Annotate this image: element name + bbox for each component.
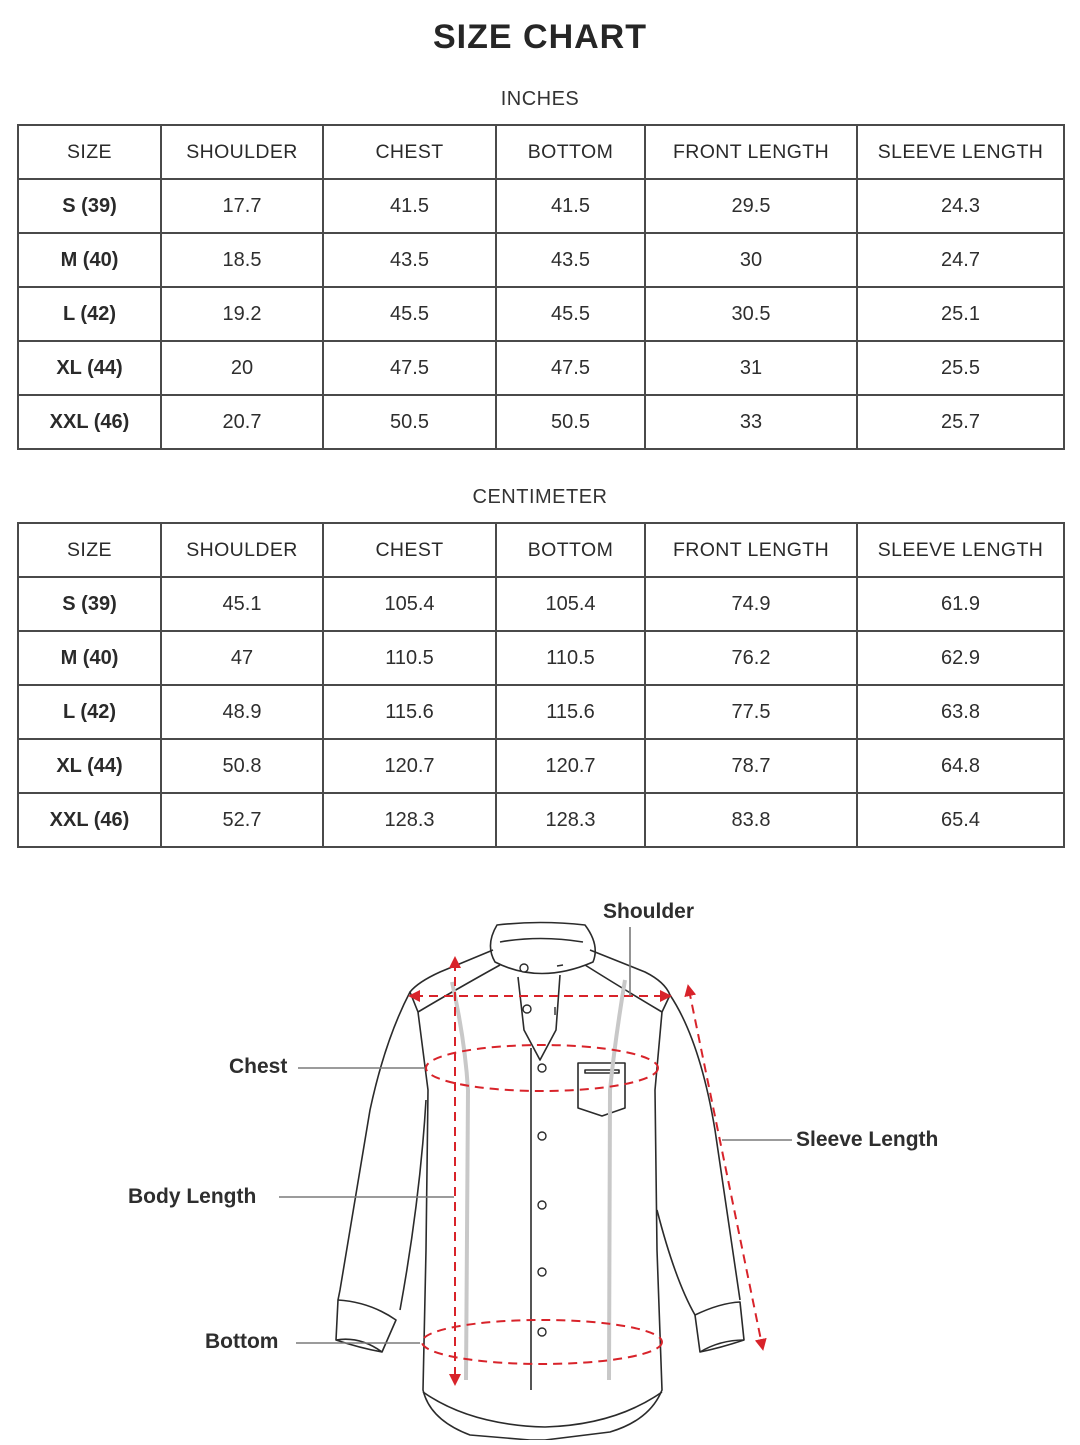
bottom-cell: 50.5 (496, 395, 645, 449)
size-cell: L (42) (18, 685, 161, 739)
table-row (18, 685, 1064, 739)
table-row (18, 179, 1064, 233)
size-cell: XXL (46) (18, 395, 161, 449)
sleeve-length-cell: 63.8 (857, 685, 1064, 739)
chest-label: Chest (229, 1055, 288, 1078)
shoulder-cell: 19.2 (161, 287, 323, 341)
size-cell: M (40) (18, 233, 161, 287)
front-length-cell: 76.2 (645, 631, 857, 685)
front-length-cell: 78.7 (645, 739, 857, 793)
body-length-label: Body Length (128, 1185, 257, 1208)
col-header-shoulder: SHOULDER (161, 523, 323, 577)
chest-cell: 128.3 (323, 793, 496, 847)
chest-cell: 110.5 (323, 631, 496, 685)
chest-cell: 43.5 (323, 233, 496, 287)
button-icons (520, 964, 546, 1336)
shoulder-cell: 20 (161, 341, 323, 395)
col-header-size: SIZE (18, 125, 161, 179)
front-length-cell: 83.8 (645, 793, 857, 847)
bottom-cell: 120.7 (496, 739, 645, 793)
shoulder-cell: 52.7 (161, 793, 323, 847)
size-cell: XXL (46) (18, 793, 161, 847)
sleeve-length-cell: 65.4 (857, 793, 1064, 847)
page-title: SIZE CHART (433, 18, 647, 56)
bottom-cell: 110.5 (496, 631, 645, 685)
sleeve-length-cell: 25.7 (857, 395, 1064, 449)
centimeter-size-table (17, 522, 1065, 848)
table-row (18, 739, 1064, 793)
sleeve-length-cell: 25.5 (857, 341, 1064, 395)
col-header-chest: CHEST (323, 125, 496, 179)
sleeve-length-measure-line (689, 990, 762, 1345)
front-length-cell: 33 (645, 395, 857, 449)
front-length-cell: 30.5 (645, 287, 857, 341)
col-header-bottom: BOTTOM (496, 523, 645, 577)
col-header-sleeve-length: SLEEVE LENGTH (857, 523, 1064, 577)
sleeve-length-cell: 25.1 (857, 287, 1064, 341)
table-row (18, 631, 1064, 685)
chest-cell: 41.5 (323, 179, 496, 233)
table-header-row (18, 523, 1064, 577)
chest-cell: 47.5 (323, 341, 496, 395)
shoulder-cell: 18.5 (161, 233, 323, 287)
chest-cell: 120.7 (323, 739, 496, 793)
shoulder-cell: 17.7 (161, 179, 323, 233)
bottom-cell: 45.5 (496, 287, 645, 341)
sleeve-length-cell: 24.3 (857, 179, 1064, 233)
table-header-row (18, 125, 1064, 179)
sleeve-length-cell: 64.8 (857, 739, 1064, 793)
bottom-label: Bottom (205, 1330, 279, 1353)
inches-unit-label: INCHES (500, 88, 580, 110)
size-cell: XL (44) (18, 739, 161, 793)
chest-cell: 115.6 (323, 685, 496, 739)
front-length-cell: 31 (645, 341, 857, 395)
table-row (18, 395, 1064, 449)
bottom-cell: 105.4 (496, 577, 645, 631)
front-length-cell: 30 (645, 233, 857, 287)
size-cell: S (39) (18, 577, 161, 631)
col-header-front-length: FRONT LENGTH (645, 523, 857, 577)
col-header-sleeve-length: SLEEVE LENGTH (857, 125, 1064, 179)
shoulder-cell: 48.9 (161, 685, 323, 739)
sleeve-length-cell: 24.7 (857, 233, 1064, 287)
table-row (18, 793, 1064, 847)
col-header-chest: CHEST (323, 523, 496, 577)
col-header-size: SIZE (18, 523, 161, 577)
table-row (18, 233, 1064, 287)
shoulder-cell: 50.8 (161, 739, 323, 793)
bottom-cell: 115.6 (496, 685, 645, 739)
sleeve-length-label: Sleeve Length (796, 1128, 939, 1151)
table-row (18, 341, 1064, 395)
bottom-cell: 41.5 (496, 179, 645, 233)
front-length-cell: 29.5 (645, 179, 857, 233)
shoulder-cell: 45.1 (161, 577, 323, 631)
shoulder-cell: 47 (161, 631, 323, 685)
size-cell: XL (44) (18, 341, 161, 395)
col-header-shoulder: SHOULDER (161, 125, 323, 179)
sleeve-length-cell: 61.9 (857, 577, 1064, 631)
table-row (18, 287, 1064, 341)
inches-size-table (17, 124, 1065, 450)
shirt-measurement-diagram (0, 880, 1080, 1440)
chest-cell: 45.5 (323, 287, 496, 341)
centimeter-unit-label: CENTIMETER (472, 486, 608, 508)
bottom-measure-line (422, 1320, 662, 1364)
size-cell: L (42) (18, 287, 161, 341)
size-cell: S (39) (18, 179, 161, 233)
size-cell: M (40) (18, 631, 161, 685)
table-row (18, 577, 1064, 631)
front-length-cell: 74.9 (645, 577, 857, 631)
bottom-cell: 47.5 (496, 341, 645, 395)
front-length-cell: 77.5 (645, 685, 857, 739)
chest-cell: 105.4 (323, 577, 496, 631)
bottom-cell: 43.5 (496, 233, 645, 287)
sleeve-length-cell: 62.9 (857, 631, 1064, 685)
chest-cell: 50.5 (323, 395, 496, 449)
shirt-outline-icon (0, 880, 1080, 1440)
shoulder-label: Shoulder (603, 900, 695, 923)
shoulder-cell: 20.7 (161, 395, 323, 449)
col-header-bottom: BOTTOM (496, 125, 645, 179)
col-header-front-length: FRONT LENGTH (645, 125, 857, 179)
bottom-cell: 128.3 (496, 793, 645, 847)
